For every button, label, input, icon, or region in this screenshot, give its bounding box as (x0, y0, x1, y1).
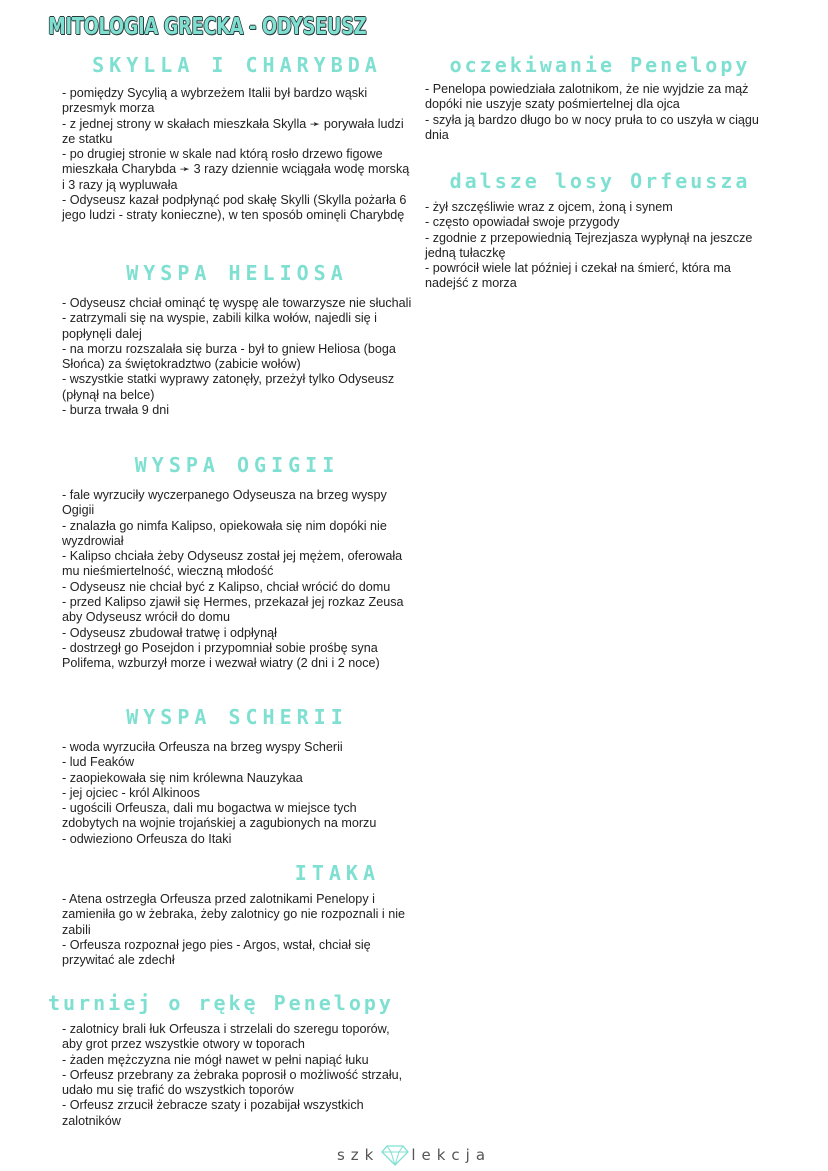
section-heading: WYSPA HELIOSA (126, 261, 348, 285)
list-item: - po drugiej stronie w skale nad którą rosło drzewo figowe mieszkała Charybda ➛ 3 razy dziennie wciągała wodę morską i 3 razy ją wypluwała (62, 147, 410, 192)
list-item: - szyła ją bardzo długo bo w nocy pruła to co uszyła w ciągu dnia (425, 112, 759, 142)
bullet-list (48, 1022, 412, 1129)
bullet-list (62, 488, 412, 672)
list-item: - przed Kalipso zjawił się Hermes, przekazał jej rozkaz Zeusa aby Odyseusz wrócił do domu (62, 595, 404, 625)
list-item: - ugościli Orfeusza, dali mu bogactwa w miejsce tych zdobytych na wojnie trojańskiej a zagubionych na morzu (62, 801, 377, 831)
bullet-list (425, 200, 775, 292)
list-item: - Odyseusz zbudował tratwę i odpłynął (62, 625, 277, 640)
list-item: - znalazła go nimfa Kalipso, opiekowała się nim dopóki nie wyzdrowiał (62, 518, 387, 548)
list-item: - woda wyrzuciła Orfeusza na brzeg wyspy Scherii (62, 740, 343, 754)
list-item: - odwieziono Orfeusza do Itaki (62, 831, 232, 846)
bullet-list (62, 296, 412, 418)
section-heading: oczekiwanie Penelopy (449, 53, 751, 77)
list-item: - powrócił wiele lat później i czekał na śmierć, która ma nadejść z morza (425, 261, 731, 291)
list-item: - zgodnie z przepowiednią Tejrezjasza wypłynął na jeszcze jedną tułaczkę (425, 230, 753, 260)
list-item: - dostrzegł go Posejdon i przypomniał sobie prośbę syna Polifema, wzburzył morze i wezwał wiatry (2 dni i 2 noce) (62, 640, 380, 671)
list-item: - żył szczęśliwie wraz z ojcem, żoną i synem (425, 200, 673, 214)
footer-text-left: szk (336, 1146, 380, 1164)
footer-text-right: lekcja (411, 1146, 492, 1164)
section-scherii (62, 702, 412, 847)
section-skylla (62, 50, 412, 224)
section-heading: dalsze losy Orfeusza (449, 169, 751, 193)
list-item: - na morzu rozszalała się burza - był to gniew Heliosa (boga Słońca) za świętokradztwo (zabicie wołów) (62, 341, 396, 372)
list-item: - Penelopa powiedziała zalotnikom, że nie wyjdzie za mąż dopóki nie uszyje szaty pośmiertelnej dla ojca (425, 82, 749, 112)
list-item: - zatrzymali się na wyspie, zabili kilka wołów, najedli się i popłynęli dalej (62, 311, 377, 341)
list-item: - fale wyrzuciły wyczerpanego Odyseusza na brzeg wyspy Ogigii (62, 488, 387, 518)
footer-logo (0, 1144, 828, 1166)
list-item: - Orfeusz zrzucił żebracze szaty i pozabijał wszystkich zalotników (62, 1098, 364, 1128)
list-item: - często opowiadał swoje przygody (425, 215, 620, 230)
list-item: - wszystkie statki wyprawy zatonęły, przeżył tylko Odyseusz (płynął na belce) (62, 372, 395, 402)
list-item: - burza trwała 9 dni (62, 403, 170, 418)
list-item: - Odyseusz kazał podpłynąć pod skałę Skylli (Skylla pożarła 6 jego ludzi - straty konieczne), w ten sposób ominęli Charybdę (62, 193, 407, 223)
list-item: - Orfeusza rozpoznał jego pies - Argos, wstał, chciał się przywitać ale zdechł (62, 937, 371, 968)
list-item: - z jednej strony w skałach mieszkała Skylla ➛ porywała ludzi ze statku (62, 116, 404, 146)
section-itaka (62, 858, 412, 968)
section-heliosa (62, 258, 412, 418)
section-turniej (48, 988, 412, 1129)
section-heading: turniej o rękę Penelopy (48, 991, 394, 1015)
section-heading: SKYLLA I CHARYBDA (92, 53, 382, 77)
list-item: - zalotnicy brali łuk Orfeusza i strzelali do szeregu toporów, aby grot przez wszystkie otwory w toporach (62, 1022, 390, 1052)
list-item: - Odyseusz nie chciał być z Kalipso, chciał wrócić do domu (62, 579, 391, 594)
list-item: - lud Feaków (62, 755, 135, 770)
bullet-list (62, 86, 412, 224)
list-item: - zaopiekowała się nim królewna Nauzykaa (62, 770, 303, 785)
bullet-list (425, 82, 775, 143)
section-ogigii (62, 450, 412, 672)
list-item: - pomiędzy Sycylią a wybrzeżem Italii był bardzo wąski przesmyk morza (62, 86, 368, 116)
bullet-list (62, 740, 412, 847)
list-item: - Orfeusz przebrany za żebraka poprosił o możliwość strzału, udało mu się trafić do wszystkich toporów (62, 1067, 403, 1098)
section-heading: ITAKA (294, 861, 380, 885)
bullet-list (62, 892, 412, 968)
section-dalsze-losy (425, 166, 775, 292)
list-item: - Atena ostrzegła Orfeusza przed zalotnikami Penelopy i zamieniła go w żebraka, żeby zalotnicy go nie rozpoznali i nie zabili (62, 892, 406, 937)
list-item: - Odyseusz chciał ominąć tę wyspę ale towarzysze nie słuchali (62, 296, 412, 310)
section-heading: WYSPA OGIGII (134, 453, 340, 477)
section-heading: WYSPA SCHERII (126, 705, 348, 729)
list-item: - żaden mężczyzna nie mógł nawet w pełni napiąć łuku (62, 1052, 369, 1067)
section-oczekiwanie (425, 50, 775, 143)
page-title: MITOLOGIA GRECKA - ODYSEUSZ (48, 14, 367, 40)
list-item: - jej ojciec - król Alkinoos (62, 785, 200, 800)
list-item: - Kalipso chciała żeby Odyseusz został jej mężem, oferowała mu nieśmiertelność, wieczną młodość (62, 549, 403, 579)
diamond-icon (381, 1144, 409, 1166)
